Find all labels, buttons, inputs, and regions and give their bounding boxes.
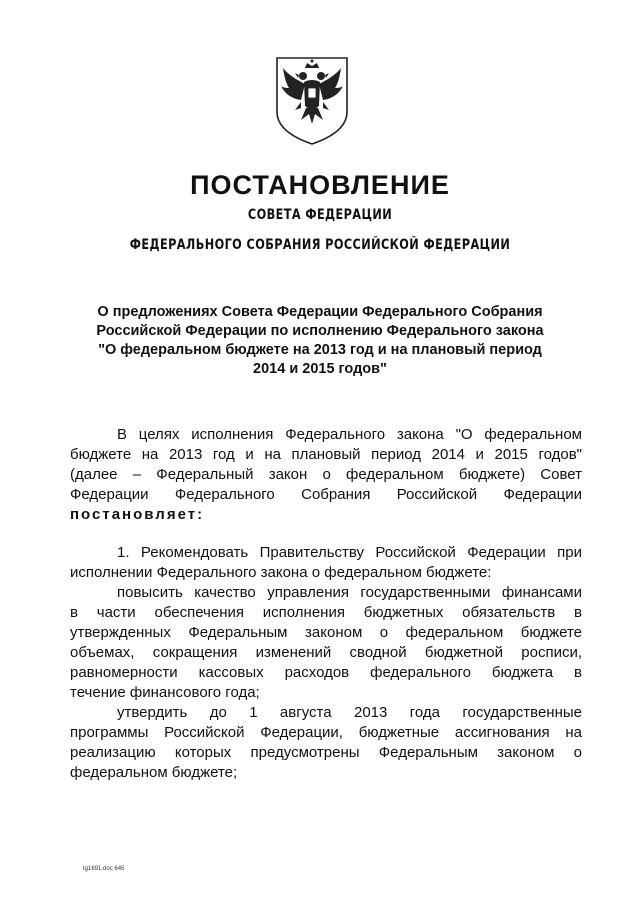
document-subject — [60, 303, 580, 379]
item-1-line: федеральном бюджете; — [70, 764, 238, 781]
item-1-line: утвердить до 1 августа 2013 года государственные — [117, 704, 582, 721]
item-1-line: исполнении Федерального закона о федеральном бюджете: — [70, 564, 492, 581]
item-1-line: реализацию которых предусмотрены Федеральным законом о — [70, 744, 582, 761]
preamble-line: Федерации Федерального Собрания Российской Федерации — [70, 486, 582, 503]
item-1-line: в части обеспечения исполнения бюджетных обязательств в — [70, 604, 582, 621]
subject-line: 2014 и 2015 годов" — [253, 361, 387, 377]
document-issuer-line2: ФЕДЕРАЛЬНОГО СОБРАНИЯ РОССИЙСКОЙ ФЕДЕРАЦИИ — [129, 237, 511, 253]
subject-line: О предложениях Совета Федерации Федерального Собрания — [97, 304, 543, 320]
decree-word: постановляет: — [70, 506, 205, 523]
item-1-line: 1. Рекомендовать Правительству Российской Федерации при — [117, 544, 582, 561]
preamble-line: В целях исполнения Федерального закона "О федеральном — [117, 426, 582, 443]
item-1-line: повысить качество управления государственными финансами — [117, 584, 582, 601]
preamble-paragraph — [70, 425, 582, 525]
subject-line: "О федеральном бюджете на 2013 год и на плановый период — [98, 342, 542, 358]
item-1-line: объемах, сокращения изменений сводной бюджетной росписи, — [70, 644, 582, 661]
item-1-line: течение финансового года; — [70, 684, 260, 701]
subject-line: Российской Федерации по исполнению Федерального закона — [96, 323, 544, 339]
item-1-line: программы Российской Федерации, бюджетные ассигнования на — [70, 724, 582, 741]
document-issuer-line1: СОВЕТА ФЕДЕРАЦИИ — [247, 207, 393, 223]
item-1-paragraph — [70, 543, 582, 783]
document-title: ПОСТАНОВЛЕНИЕ — [190, 170, 450, 200]
preamble-line: бюджете на 2013 год и на плановый период 2014 и 2015 годов" — [70, 446, 582, 463]
document-footer-reference: tg1691.doc 645 — [83, 866, 125, 872]
item-1-line: равномерности кассовых расходов федерального бюджета в — [70, 664, 582, 681]
coat-of-arms-emblem — [271, 54, 353, 150]
preamble-line: (далее – Федеральный закон о федеральном бюджете) Совет — [70, 466, 582, 483]
item-1-line: утвержденных Федеральным законом о федеральном бюджете — [70, 624, 582, 641]
